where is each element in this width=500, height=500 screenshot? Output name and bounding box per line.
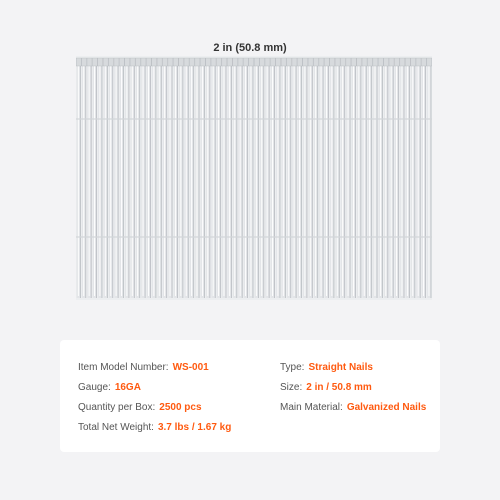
- nail-shank: [389, 58, 394, 298]
- nail-shank: [297, 58, 302, 298]
- nail-shank: [378, 58, 383, 298]
- nail-shank: [227, 58, 232, 298]
- nail-shank: [416, 58, 421, 298]
- nail-shank: [136, 58, 141, 298]
- nail-shank: [233, 58, 238, 298]
- nail-shank: [200, 58, 205, 298]
- spec-value: 2 in / 50.8 mm: [306, 382, 372, 393]
- nail-shank: [276, 58, 281, 298]
- nail-shank: [98, 58, 103, 298]
- nail-shank: [287, 58, 292, 298]
- nail-shank: [341, 58, 346, 298]
- nail-shank: [76, 58, 81, 298]
- nail-shank: [394, 58, 399, 298]
- nail-shank: [281, 58, 286, 298]
- nail-shank: [119, 58, 124, 298]
- nail-shank: [243, 58, 248, 298]
- nail-shank: [222, 58, 227, 298]
- spec-material: [280, 402, 426, 413]
- spec-label: Gauge:: [78, 382, 111, 393]
- spec-label: Total Net Weight:: [78, 422, 154, 433]
- spec-value: 3.7 lbs / 1.67 kg: [157, 422, 232, 433]
- nail-shank: [367, 58, 372, 298]
- spec-size: [280, 382, 372, 393]
- spec-label: Quantity per Box:: [78, 402, 156, 413]
- nail-shank: [211, 58, 216, 298]
- nail-shank: [141, 58, 146, 298]
- nail-strip-icon: [76, 56, 432, 300]
- nail-shank: [130, 58, 135, 298]
- nail-shank: [206, 58, 211, 298]
- spec-card: [60, 340, 440, 452]
- nail-shank: [184, 58, 189, 298]
- nail-shank: [260, 58, 265, 298]
- dimension-label: 2 in (50.8 mm): [213, 42, 287, 54]
- nail-shank: [163, 58, 168, 298]
- nail-shank: [319, 58, 324, 298]
- nail-shank: [195, 58, 200, 298]
- spec-label: Main Material:: [280, 402, 343, 413]
- nail-shank: [330, 58, 335, 298]
- spec-value: Straight Nails: [308, 362, 373, 373]
- spec-model-number: [78, 362, 209, 373]
- nail-shank: [292, 58, 297, 298]
- nail-shank: [362, 58, 367, 298]
- nail-shank: [125, 58, 130, 298]
- nail-shank: [335, 58, 340, 298]
- spec-value: Galvanized Nails: [346, 402, 427, 413]
- nail-shank: [421, 58, 426, 298]
- nail-shank: [411, 58, 416, 298]
- spec-type: [280, 362, 373, 373]
- nail-shank: [405, 58, 410, 298]
- nail-shank: [87, 58, 92, 298]
- nail-shank: [324, 58, 329, 298]
- spec-quantity: [78, 402, 202, 413]
- nail-shank: [189, 58, 194, 298]
- nail-shank: [152, 58, 157, 298]
- nail-shank: [373, 58, 378, 298]
- nail-shank: [146, 58, 151, 298]
- spec-weight: [78, 422, 231, 433]
- nail-shank: [357, 58, 362, 298]
- nail-shank: [92, 58, 97, 298]
- nail-shank: [157, 58, 162, 298]
- spec-value: 2500 pcs: [159, 402, 202, 413]
- spec-label: Type:: [280, 362, 305, 373]
- nail-shank: [346, 58, 351, 298]
- nail-shank: [168, 58, 173, 298]
- nail-shank: [109, 58, 114, 298]
- nail-shank: [216, 58, 221, 298]
- nail-shank: [427, 58, 432, 298]
- nail-shank: [400, 58, 405, 298]
- nail-shank: [270, 58, 275, 298]
- nail-shank: [351, 58, 356, 298]
- spec-gauge: [78, 382, 141, 393]
- nail-shank: [303, 58, 308, 298]
- nail-shank: [249, 58, 254, 298]
- nail-shank: [82, 58, 87, 298]
- nail-shank: [254, 58, 259, 298]
- nail-shank: [114, 58, 119, 298]
- spec-label: Item Model Number:: [78, 362, 169, 373]
- nail-shank: [179, 58, 184, 298]
- nail-shank: [238, 58, 243, 298]
- spec-value: 16GA: [114, 382, 141, 393]
- nail-shank: [384, 58, 389, 298]
- spec-value: WS-001: [172, 362, 209, 373]
- spec-label: Size:: [280, 382, 303, 393]
- nail-shank: [308, 58, 313, 298]
- nail-shank: [314, 58, 319, 298]
- nail-shank: [173, 58, 178, 298]
- nail-shank: [103, 58, 108, 298]
- nail-shank: [265, 58, 270, 298]
